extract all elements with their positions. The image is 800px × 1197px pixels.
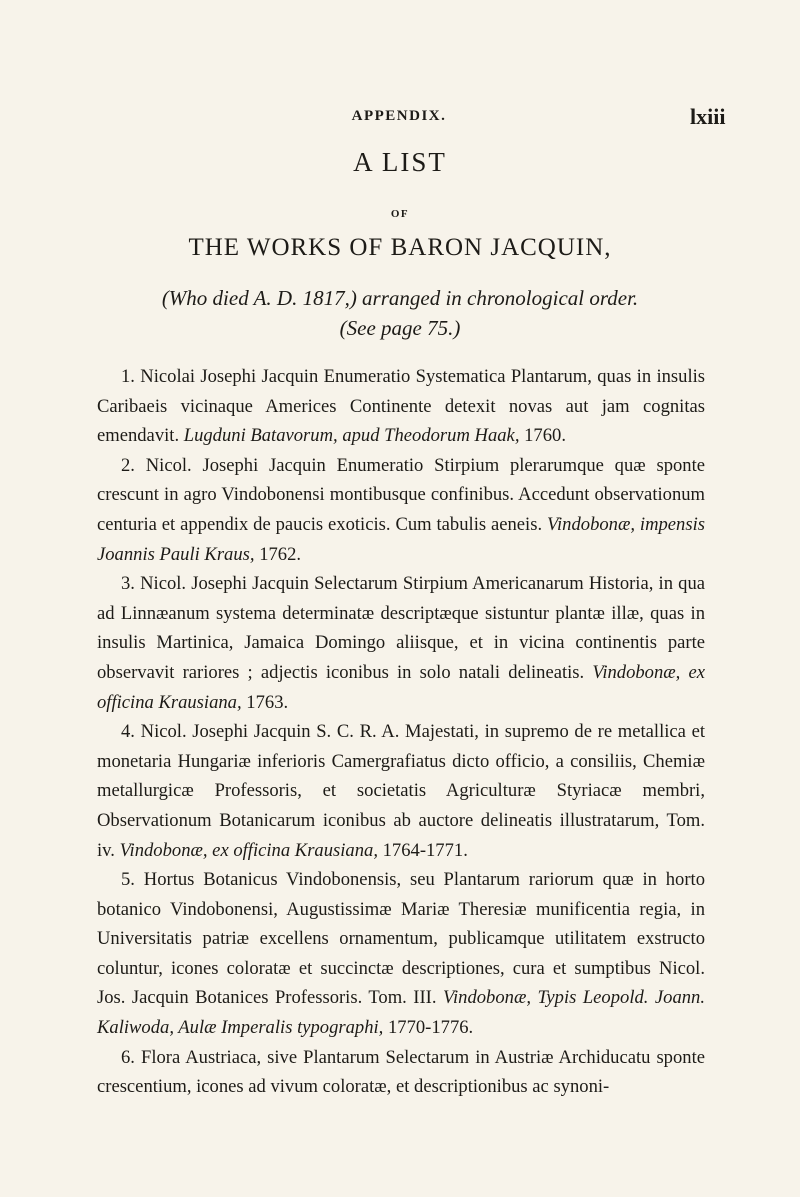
title-works: THE WORKS OF BARON JACQUIN, [188, 234, 612, 261]
list-item [97, 1043, 705, 1102]
entry-text: Nicol. Josephi Jacquin Selectarum Stirpium Americanarum Historia, in qua ad Linnæanum systema determinatæ descriptæque sistuntur plantæ illæ, quas in insulis Martinica, Jamaica Domingo aliisque, et in vicina continentis parte observavit rariores ; adjectis iconibus in solo natali delineatis. [97, 573, 705, 683]
entry-number: 1. [121, 366, 135, 387]
works-list [97, 362, 705, 1102]
entry-text: Nicol. Josephi Jacquin Enumeratio Stirpium plerarumque quæ sponte crescunt in agro Vindobonensi montibusque confinibus. Accedunt observationum centuria et appendix de paucis exoticis. Cum tabulis aeneis. [97, 454, 705, 535]
entry-year: 1762. [259, 543, 302, 565]
title-a-list: A LIST [353, 147, 447, 177]
subtitle-see-page: (See page 75.) [339, 316, 461, 340]
entry-number: 6. [121, 1046, 135, 1068]
list-item [97, 717, 705, 865]
entry-number: 3. [121, 573, 135, 595]
entry-text: Hortus Botanicus Vindobonensis, seu Plantarum rariorum quæ in horto botanico Vindobonensi, Augustissimæ Mariæ Theresiæ munificentia regia, in Universitatis patriæ excellens ornamentum, publicamque utilitatem exstructo coluntur, icones coloratæ et succinctæ descriptiones, cura et sumptibus Nicol. Jos. Jacquin Botanices Professoris. Tom. III. [97, 869, 705, 1009]
list-item [97, 451, 705, 569]
entry-imprint: Vindobonæ, ex officina Krausiana, [97, 661, 705, 713]
entry-imprint: Lugduni Batavorum, apud Theodorum Haak, [183, 425, 520, 447]
entry-imprint: Vindobonæ, ex officina Krausiana, [119, 839, 378, 861]
title-of: OF [390, 208, 410, 220]
page-number: lxiii [690, 104, 726, 129]
entry-text: Flora Austriaca, sive Plantarum Selectarum in Austriæ Archiducatu sponte crescentium, icones ad vivum coloratæ, et descriptionibus ac synoni- [97, 1046, 705, 1098]
entry-text: Nicol. Josephi Jacquin S. C. R. A. Majestati, in supremo de re metallica et monetaria Hungariæ inferioris Camergrafiatus dicto officio, a consiliis, Chemiæ metallurgicæ Professoris, et societatis Agriculturæ Styriacæ membri, Observationum Botanicarum iconibus ab auctore delineatis illustratarum, Tom. iv. [97, 721, 705, 861]
entry-number: 4. [121, 721, 135, 743]
entry-text: Nicolai Josephi Jacquin Enumeratio Systematica Plantarum, quas in insulis Caribaeis vicinaque Americes Continente detexit novas aut jam cognitas emendavit. [97, 366, 706, 447]
running-title: APPENDIX. [351, 108, 447, 124]
entry-year: 1763. [246, 691, 289, 713]
entry-imprint: Vindobonæ, impensis Joannis Pauli Kraus, [97, 513, 705, 565]
list-item [97, 865, 705, 1043]
list-item [97, 362, 705, 451]
subtitle-chronological: (Who died A. D. 1817,) arranged in chronological order. [161, 286, 639, 310]
entry-number: 5. [121, 869, 135, 891]
entry-year: 1770-1776. [387, 1017, 474, 1039]
entry-year: 1760. [524, 425, 566, 447]
list-item [97, 569, 705, 717]
entry-year: 1764-1771. [382, 839, 468, 861]
entry-number: 2. [121, 454, 135, 476]
entry-imprint: Vindobonæ, Typis Leopold. Joann. Kaliwoda, Aulæ Imperalis typographi, [97, 987, 705, 1039]
